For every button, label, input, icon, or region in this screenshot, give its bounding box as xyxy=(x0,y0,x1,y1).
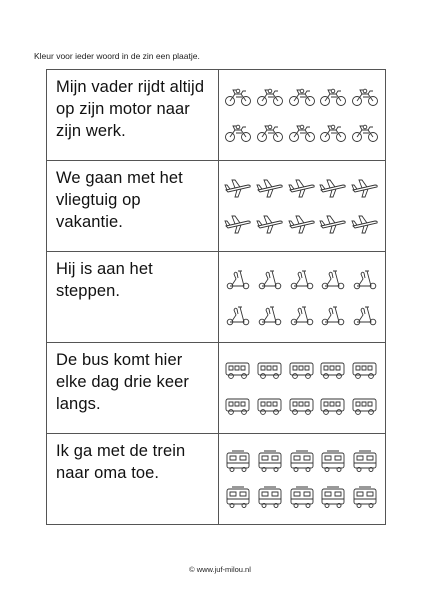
motorcycle-icon[interactable] xyxy=(286,82,318,112)
worksheet-table xyxy=(46,69,386,525)
sentence-text: Hij is aan het steppen. xyxy=(56,260,153,300)
train-icon[interactable] xyxy=(318,482,350,512)
picture-cell xyxy=(218,434,386,525)
picture-cell xyxy=(218,252,386,343)
train-icon[interactable] xyxy=(349,482,381,512)
picture-cell xyxy=(218,161,386,252)
motorcycle-icon[interactable] xyxy=(318,118,350,148)
sentence-text: Ik ga met de trein naar oma toe. xyxy=(56,442,186,482)
motorcycle-icon[interactable] xyxy=(349,118,381,148)
sentence-text: De bus komt hier elke dag drie keer langs. xyxy=(56,351,189,413)
train-icon[interactable] xyxy=(223,482,255,512)
airplane-icon[interactable] xyxy=(349,209,381,239)
sentence-cell xyxy=(47,252,219,343)
instruction: Kleur voor ieder woord in de zin een plaatje. xyxy=(34,51,200,61)
airplane-icon[interactable] xyxy=(286,173,318,203)
bus-icon[interactable] xyxy=(223,355,255,385)
scooter-icon[interactable] xyxy=(349,300,381,330)
bus-icon[interactable] xyxy=(318,391,350,421)
worksheet-row xyxy=(47,252,386,343)
picture-grid xyxy=(219,440,386,518)
bus-icon[interactable] xyxy=(223,391,255,421)
sentence-cell xyxy=(47,161,219,252)
bus-icon[interactable] xyxy=(286,355,318,385)
airplane-icon[interactable] xyxy=(286,209,318,239)
bus-icon[interactable] xyxy=(286,391,318,421)
train-icon[interactable] xyxy=(286,446,318,476)
picture-grid xyxy=(219,76,386,154)
sentence-text: We gaan met het vliegtuig op vakantie. xyxy=(56,169,183,231)
scooter-icon[interactable] xyxy=(318,300,350,330)
scooter-icon[interactable] xyxy=(286,264,318,294)
train-icon[interactable] xyxy=(318,446,350,476)
picture-grid xyxy=(219,349,386,427)
scooter-icon[interactable] xyxy=(254,264,286,294)
scooter-icon[interactable] xyxy=(223,300,255,330)
airplane-icon[interactable] xyxy=(349,173,381,203)
scooter-icon[interactable] xyxy=(223,264,255,294)
picture-grid xyxy=(219,167,386,245)
worksheet-row xyxy=(47,70,386,161)
train-icon[interactable] xyxy=(254,446,286,476)
picture-cell xyxy=(218,343,386,434)
airplane-icon[interactable] xyxy=(254,209,286,239)
sentence-cell xyxy=(47,343,219,434)
footer-copyright: © www.juf-milou.nl xyxy=(189,565,251,574)
bus-icon[interactable] xyxy=(254,355,286,385)
motorcycle-icon[interactable] xyxy=(254,82,286,112)
picture-cell xyxy=(218,70,386,161)
motorcycle-icon[interactable] xyxy=(254,118,286,148)
train-icon[interactable] xyxy=(286,482,318,512)
airplane-icon[interactable] xyxy=(254,173,286,203)
worksheet-row xyxy=(47,343,386,434)
airplane-icon[interactable] xyxy=(223,209,255,239)
train-icon[interactable] xyxy=(349,446,381,476)
motorcycle-icon[interactable] xyxy=(286,118,318,148)
bus-icon[interactable] xyxy=(254,391,286,421)
airplane-icon[interactable] xyxy=(318,209,350,239)
motorcycle-icon[interactable] xyxy=(223,118,255,148)
sentence-cell xyxy=(47,70,219,161)
bus-icon[interactable] xyxy=(349,391,381,421)
airplane-icon[interactable] xyxy=(318,173,350,203)
worksheet-row xyxy=(47,161,386,252)
worksheet-row xyxy=(47,434,386,525)
scooter-icon[interactable] xyxy=(254,300,286,330)
sentence-cell xyxy=(47,434,219,525)
scooter-icon[interactable] xyxy=(286,300,318,330)
motorcycle-icon[interactable] xyxy=(223,82,255,112)
motorcycle-icon[interactable] xyxy=(318,82,350,112)
scooter-icon[interactable] xyxy=(349,264,381,294)
picture-grid xyxy=(219,258,386,336)
train-icon[interactable] xyxy=(254,482,286,512)
scooter-icon[interactable] xyxy=(318,264,350,294)
sentence-text: Mijn vader rijdt altijd op zijn motor naar zijn werk. xyxy=(56,78,205,140)
bus-icon[interactable] xyxy=(349,355,381,385)
train-icon[interactable] xyxy=(223,446,255,476)
airplane-icon[interactable] xyxy=(223,173,255,203)
motorcycle-icon[interactable] xyxy=(349,82,381,112)
bus-icon[interactable] xyxy=(318,355,350,385)
